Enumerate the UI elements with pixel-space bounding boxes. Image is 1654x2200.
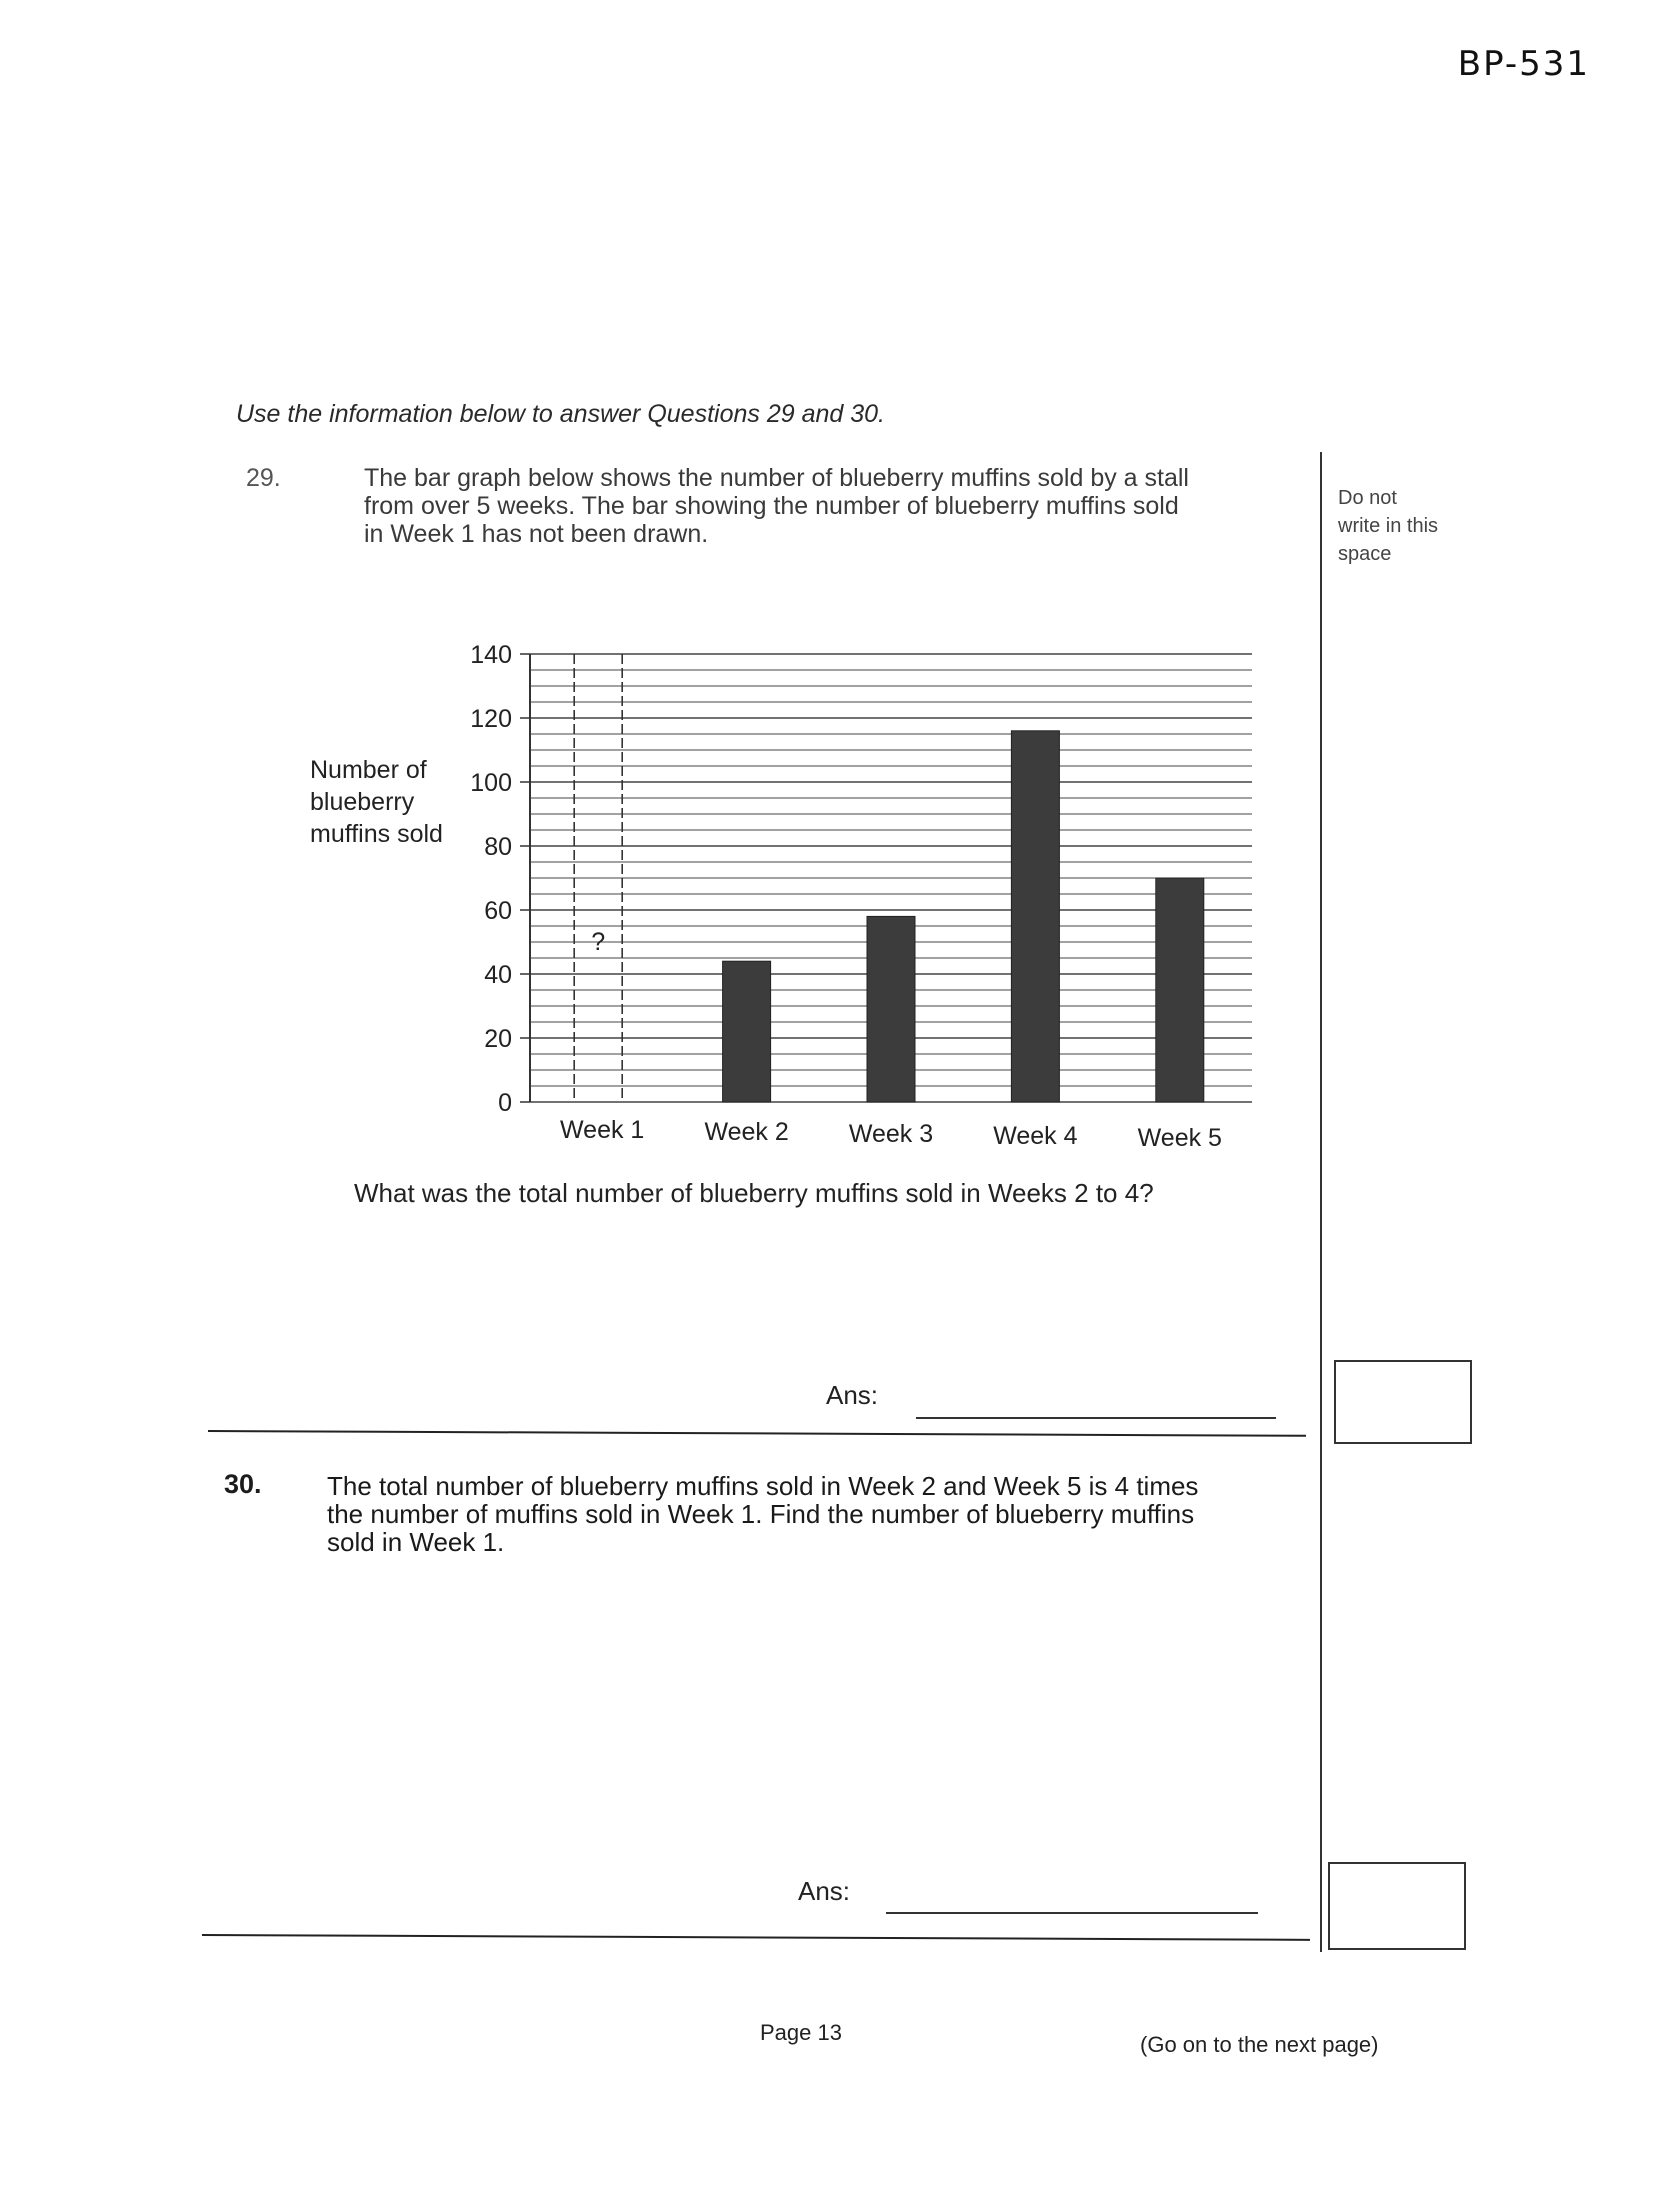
question-29-line: The bar graph below shows the number of blueberry muffins sold by a stall (364, 464, 1189, 492)
y-tick-label: 40 (484, 961, 512, 989)
page-number: Page 13 (760, 2020, 842, 2045)
y-axis-title (310, 756, 443, 848)
question-29-prompt: What was the total number of blueberry muffins sold in Weeks 2 to 4? (354, 1178, 1154, 1208)
chart-bars (723, 731, 1204, 1102)
y-axis-title-line: Number of (310, 756, 427, 784)
question-30-line: the number of muffins sold in Week 1. Find the number of blueberry muffins (327, 1499, 1195, 1529)
y-axis-title-line: muffins sold (310, 820, 443, 848)
y-axis-ticks (470, 641, 530, 1117)
question-30-answer-line[interactable] (886, 1912, 1258, 1914)
y-tick-label: 140 (470, 641, 512, 669)
y-tick-label: 100 (470, 769, 512, 797)
y-tick-label: 80 (484, 833, 512, 861)
question-29-score-box[interactable] (1334, 1360, 1472, 1444)
bar-week-5 (1156, 878, 1204, 1102)
margin-note (1338, 484, 1498, 568)
y-tick-label: 0 (498, 1089, 512, 1117)
x-tick-label: Week 2 (704, 1118, 789, 1146)
bar-week-4 (1011, 731, 1059, 1102)
question-29-number: 29. (246, 464, 281, 492)
question-30-text (327, 1472, 1287, 1556)
next-page-note: (Go on to the next page) (1140, 2032, 1379, 2057)
question-29-text (364, 464, 1294, 548)
question-29-answer-label: Ans: (826, 1380, 879, 1410)
question-30-line: sold in Week 1. (327, 1527, 505, 1557)
question-30-score-box[interactable] (1328, 1862, 1466, 1950)
question-29-answer-line[interactable] (916, 1417, 1276, 1419)
bar-week-3 (867, 916, 915, 1102)
y-tick-label: 20 (484, 1025, 512, 1053)
question-30-line: The total number of blueberry muffins sold in Week 2 and Week 5 is 4 times (327, 1471, 1199, 1501)
margin-rule (1320, 452, 1322, 1952)
question-29-line: in Week 1 has not been drawn. (364, 520, 709, 548)
instructions: Use the information below to answer Questions 29 and 30. (236, 400, 885, 428)
y-tick-label: 120 (470, 705, 512, 733)
question-29-line: from over 5 weeks. The bar showing the number of blueberry muffins sold (364, 492, 1179, 520)
paper-code: BP-531 (1457, 44, 1590, 84)
margin-note-line: space (1338, 543, 1392, 565)
margin-note-line: write in this (1338, 515, 1439, 537)
y-tick-label: 60 (484, 897, 512, 925)
x-axis-labels (560, 1116, 1222, 1152)
question-30-answer-label: Ans: (798, 1876, 851, 1906)
x-tick-label: Week 4 (993, 1122, 1078, 1150)
y-axis-title-line: blueberry (310, 788, 415, 816)
x-tick-label: Week 5 (1137, 1124, 1222, 1152)
missing-bar-label: ? (591, 928, 606, 956)
x-tick-label: Week 3 (848, 1120, 934, 1148)
margin-note-line: Do not (1338, 487, 1397, 509)
x-tick-label: Week 1 (560, 1116, 645, 1144)
question-30-number: 30. (224, 1469, 262, 1499)
bar-week-2 (723, 961, 771, 1102)
